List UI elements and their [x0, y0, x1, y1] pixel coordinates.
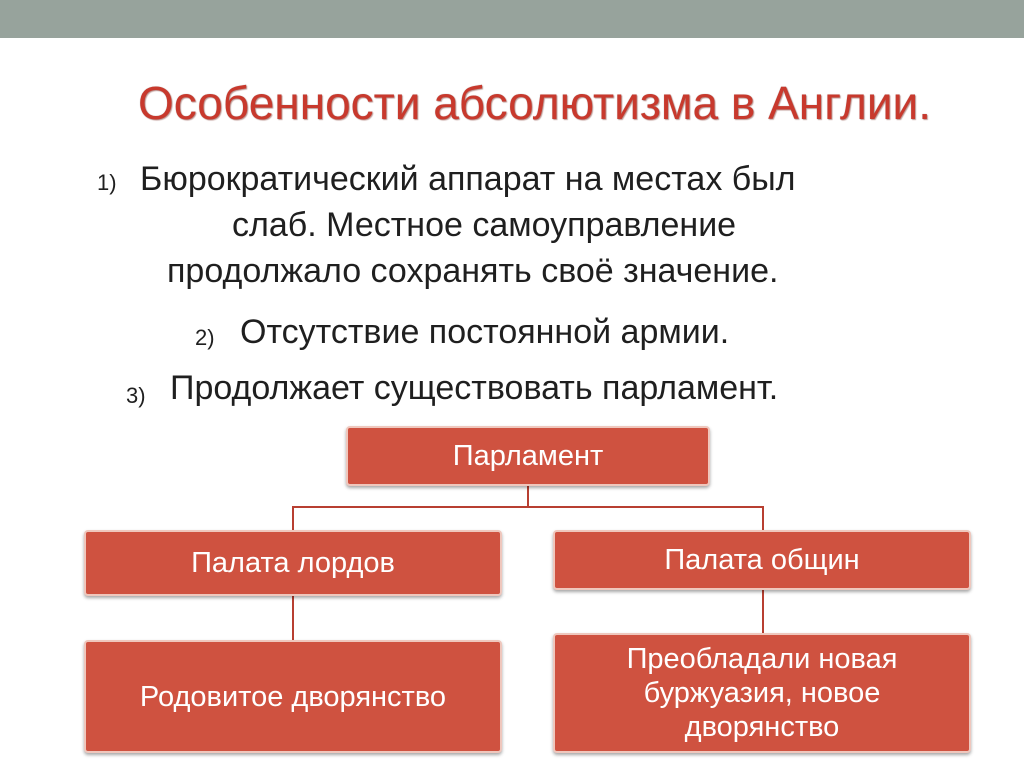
point-3-line-1: Продолжает существовать парламент. [170, 369, 779, 407]
parliament-box [346, 426, 710, 486]
point-2-number: 2) [195, 325, 215, 350]
point-1-line-3: продолжало сохранять своё значение. [167, 252, 779, 290]
point-1-number: 1) [97, 170, 117, 195]
connector-right-down [762, 506, 764, 531]
top-bar [0, 0, 1024, 38]
connector-right-chamber-down [762, 589, 764, 634]
point-1-line-1: Бюрократический аппарат на местах был [140, 160, 796, 198]
house-of-lords-box [84, 530, 502, 596]
parliament-label: Парламент [452, 440, 604, 472]
commons-composition-box [553, 633, 971, 753]
lords-composition-box [84, 640, 502, 753]
house-of-commons-label: Палата общин [664, 544, 860, 576]
connector-horizontal [292, 506, 764, 508]
slide-title: Особенности абсолютизма в Англии. [138, 77, 931, 129]
point-3-number: 3) [126, 383, 146, 408]
house-of-lords-label: Палата лордов [191, 547, 395, 579]
commons-composition-line-3: дворянство [684, 711, 840, 743]
connector-left-down [292, 506, 294, 531]
connector-left-chamber-down [292, 596, 294, 640]
commons-composition-line-1: Преобладали новая [626, 643, 898, 675]
commons-composition-line-2: буржуазия, новое [643, 677, 881, 709]
house-of-commons-box [553, 530, 971, 590]
point-2-line-1: Отсутствие постоянной армии. [240, 313, 730, 351]
connector-root-down [527, 485, 529, 507]
point-1-line-2: слаб. Местное самоуправление [232, 206, 737, 244]
lords-composition-label: Родовитое дворянство [139, 680, 447, 713]
